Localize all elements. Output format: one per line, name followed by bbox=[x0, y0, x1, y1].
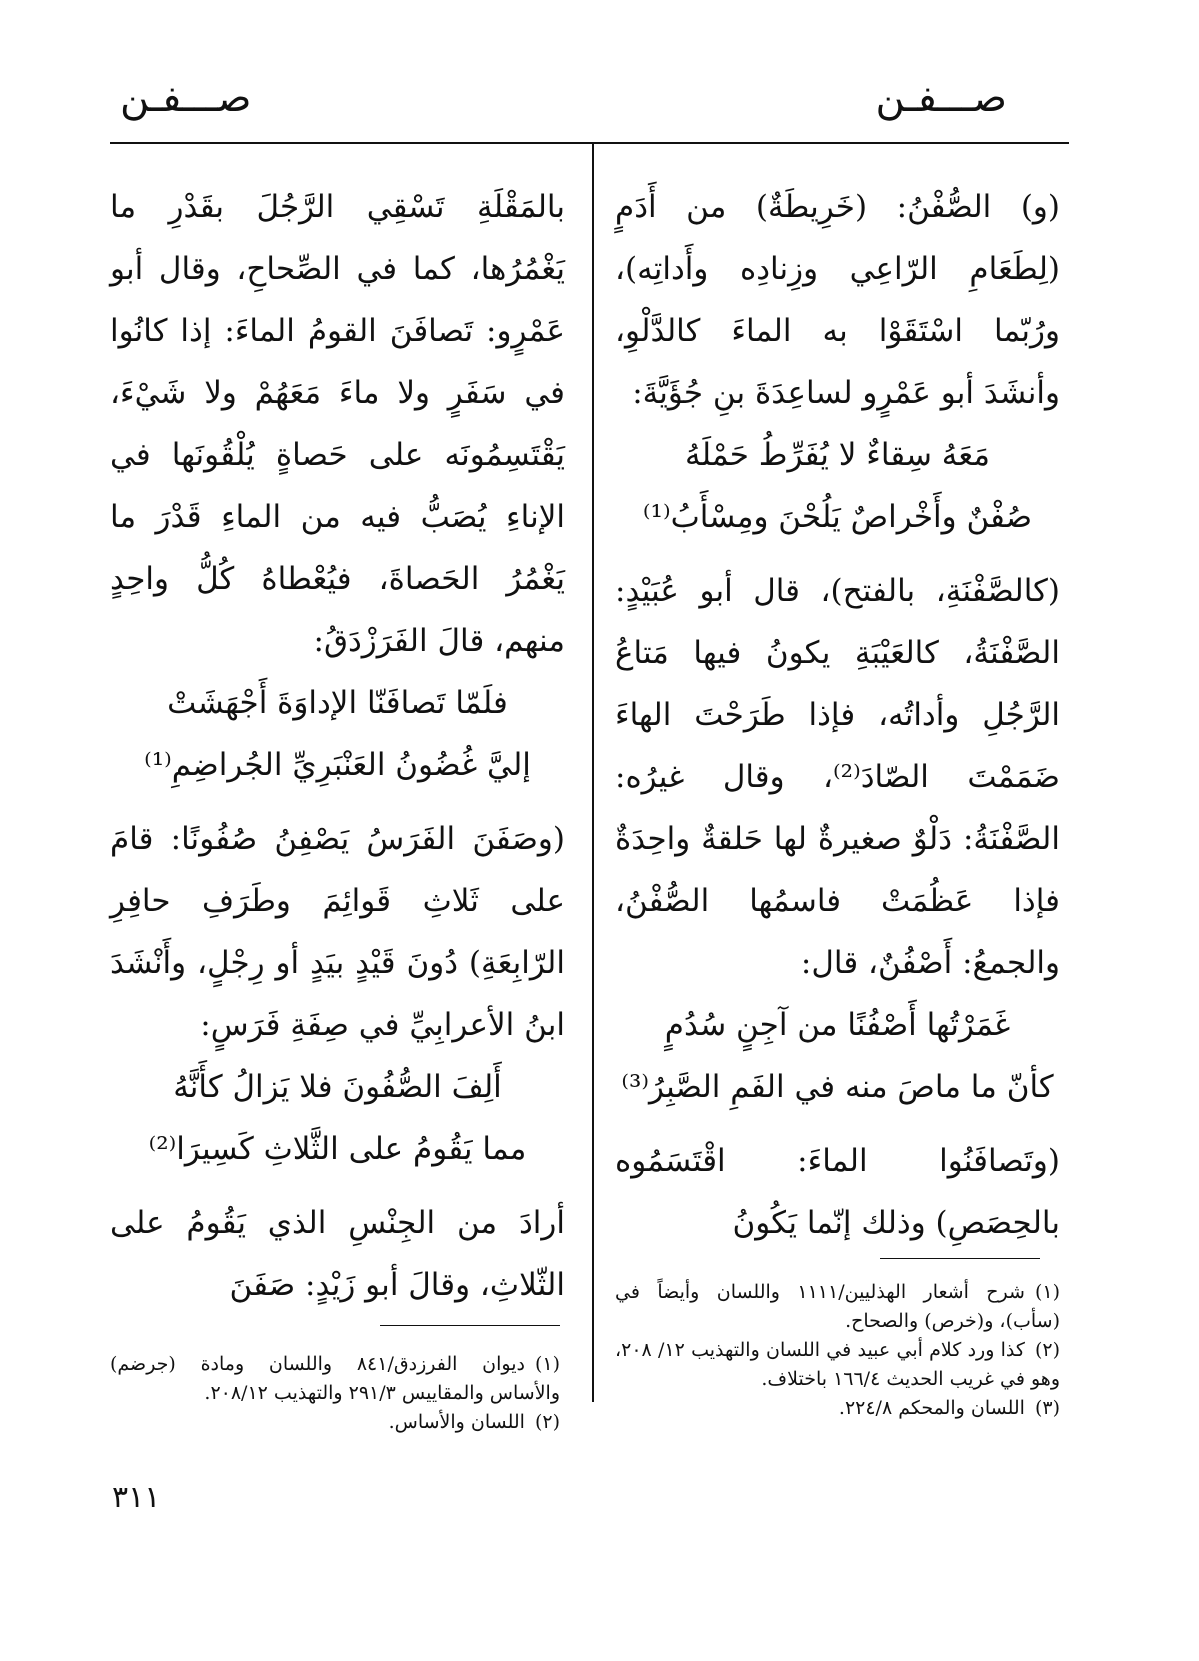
verse-line: مَعَهُ سِقاءٌ لا يُفَرِّطُ حَمْلَهُ bbox=[684, 437, 990, 473]
footnotes-left bbox=[110, 1350, 560, 1437]
verse-line: مما يَقُومُ على الثَّلاثِ كَسِيرَا⁽²⁾ bbox=[148, 1131, 527, 1167]
paragraph: بالمَقْلَةِ تَسْقِي الرَّجُلَ بقَدْرِ ما يَغْمُرُها، كما في الصِّحاحِ، وقال أبو عَمْرٍو: تَصافَنَ القومُ الماءَ: إذا كانُوا في سَفَرٍ ولا ماءَ مَعَهُمْ ولا شَيْءَ، يَقْتَسِمُونَه على حَصاةٍ يُلْقُونَها في الإناءِ يُصَبُّ فيه من الماءِ قَدْرَ ما يَغْمُرُ الحَصاةَ، فيُعْطاهُ كُلُّ واحِدٍ منهم، قالَ الفَرَزْدَقُ: bbox=[110, 189, 565, 659]
footnote-number: (٣) bbox=[1034, 1397, 1060, 1419]
verse-line: غَمَرْتُها أَصْفُنًا من آجِنٍ سُدُمٍ bbox=[664, 1007, 1011, 1043]
column-divider bbox=[592, 142, 594, 1402]
footnote-text: اللسان والمحكم ٢٢٤/٨. bbox=[838, 1397, 1025, 1419]
verse-line: فلَمّا تَصافَنّا الإداوَةَ أَجْهَشَتْ bbox=[167, 685, 508, 721]
footnote bbox=[615, 1278, 1060, 1336]
paragraph: (و) الصُّفْنُ: (خَرِيطَةٌ) من أَدَمٍ (لِطَعَامِ الرّاعِي وزِنادِه وأَداتِه)، ورُبّما اسْتَقَوْا به الماءَ كالدَّلْوِ، وأنشَدَ أبو عَمْرٍو لساعِدَةَ بنِ جُؤَيَّةَ: bbox=[615, 189, 1060, 411]
footnote-number: (١) bbox=[1034, 1281, 1060, 1303]
paragraph: أرادَ من الجِنْسِ الذي يَقُومُ على الثّلاثِ، وقالَ أبو زَيْدٍ: صَفَنَ bbox=[110, 1205, 565, 1303]
footnote-text: ديوان الفرزدق/٨٤١ واللسان ومادة (جرضم) والأساس والمقاييس ٢٩١/٣ والتهذيب ٢٠٨/١٢. bbox=[110, 1353, 560, 1404]
header-rule bbox=[110, 142, 1069, 144]
footnote bbox=[615, 1336, 1060, 1394]
running-header-left: صـــفـن bbox=[120, 75, 252, 121]
left-column bbox=[110, 176, 565, 1316]
verse-line: أَلِفَ الصُّفُونَ فلا يَزالُ كأَنَّهُ bbox=[173, 1069, 502, 1105]
verse-line: كأنّ ما ماصَ منه في الفَمِ الصَّبِرُ⁽³⁾ bbox=[621, 1069, 1054, 1105]
footnote-rule bbox=[880, 1258, 1040, 1259]
footnote-number: (٢) bbox=[1034, 1339, 1060, 1361]
page-number: ٣١١ bbox=[112, 1480, 161, 1515]
footnote-number: (٢) bbox=[534, 1411, 560, 1433]
running-header-right: صـــفـن bbox=[875, 75, 1007, 121]
footnote-rule bbox=[380, 1325, 560, 1326]
paragraph: (وتَصافَنُوا الماءَ: اقْتَسَمُوه بالحِصَصِ) وذلك إنّما يَكُونُ bbox=[615, 1143, 1060, 1241]
footnote bbox=[110, 1350, 560, 1408]
footnotes-right bbox=[615, 1278, 1060, 1423]
paragraph: (كالصَّفْنَةِ، بالفتح)، قال أبو عُبَيْدٍ: الصَّفْنَةُ، كالعَيْبَةِ يكونُ فيها مَتاعُ الرَّجُلِ وأداتُه، فإذا طَرَحْتَ الهاءَ ضَمَمْتَ الصّادَ⁽²⁾، وقال غيرُه: الصَّفْنَةُ: دَلْوٌ صغيرةٌ لها حَلقةٌ واحِدَةٌ فإذا عَظُمَتْ فاسمُها الصُّفْنُ، والجمعُ: أَصْفُنٌ، قال: bbox=[615, 573, 1060, 981]
footnote-number: (١) bbox=[534, 1353, 561, 1375]
footnote-text: شرح أشعار الهذليين/١١١١ واللسان وأيضاً في (سأب)، و(خرص) والصحاح. bbox=[615, 1281, 1060, 1332]
verse-line: صُفْنٌ وأَخْراصٌ يَلُحْنَ ومِسْأَبُ⁽¹⁾ bbox=[642, 499, 1033, 535]
footnote bbox=[110, 1408, 560, 1437]
paragraph: (وصَفَنَ الفَرَسُ يَصْفِنُ صُفُونًا: قامَ على ثَلاثِ قَوائِمَ وطَرَفِ حافِرِ الرّابِعَةِ) دُونَ قَيْدٍ بيَدٍ أو رِجْلٍ، وأَنْشَدَ ابنُ الأعرابِيِّ في صِفَةِ فَرَسٍ: bbox=[110, 821, 565, 1043]
right-column bbox=[615, 176, 1060, 1254]
footnote bbox=[615, 1394, 1060, 1423]
verse-line: إليَّ غُضُونُ العَنْبَرِيِّ الجُراضِمِ⁽¹⁾ bbox=[144, 747, 531, 783]
footnote-text: كذا ورد كلام أبي عبيد في اللسان والتهذيب ١٢/ ٢٠٨، وهو في غريب الحديث ١٦٦/٤ باختلاف. bbox=[615, 1339, 1060, 1390]
footnote-text: اللسان والأساس. bbox=[388, 1411, 525, 1433]
